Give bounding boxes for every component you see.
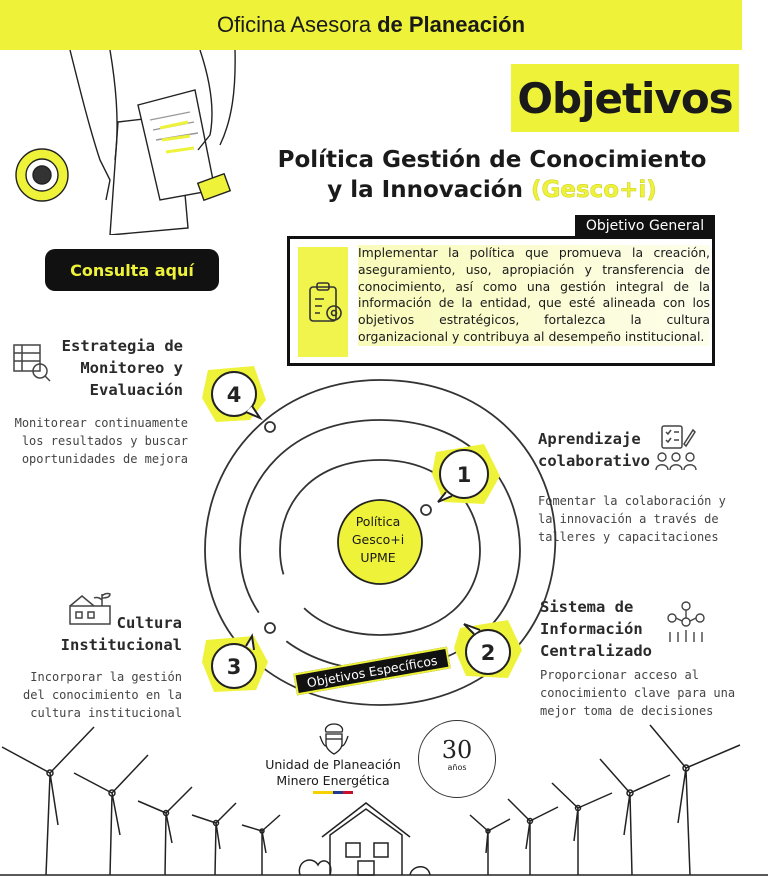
flag-stripe xyxy=(313,791,353,794)
clipboard-settings-icon xyxy=(304,279,346,329)
marker-1-bubble xyxy=(428,440,504,510)
center-policy-label: Política Gesco+i UPME xyxy=(351,514,405,565)
office-bold: de Planeación xyxy=(377,12,526,37)
desk-sketch-illustration xyxy=(10,50,245,235)
objetivo-general-text: Implementar la política que promueva la creación, aseguramiento, uso, apropiación y transferencia de conocimiento, así como una gestión integral de la información de la entidad, que esté alineada con los objetivos estratégicos, fortalezca la cultura organizacional y contribuya al desempeño institucional. xyxy=(358,245,710,344)
sistema-title: Sistema de Información Centralizado xyxy=(540,598,652,660)
marker-1-number: 1 xyxy=(456,463,472,487)
marker-4-bubble xyxy=(198,362,270,426)
marker-2-bubble xyxy=(452,614,524,684)
title-line1: Política Gestión de Conocimiento xyxy=(277,147,707,173)
title-acronym: (Gesco+i) xyxy=(530,177,657,203)
title-line2: y la Innovación xyxy=(327,177,523,203)
consulta-aqui-button[interactable]: Consulta aquí xyxy=(45,249,219,291)
checklist-pencil-icon xyxy=(660,424,696,450)
objetivo-general-box xyxy=(287,236,715,366)
people-group-icon xyxy=(655,450,697,472)
wind-turbines-scene xyxy=(0,715,768,877)
objetivos-heading: Objetivos xyxy=(511,64,739,132)
office-prefix: Oficina Asesora xyxy=(216,12,372,37)
colombia-coat-of-arms-icon xyxy=(316,722,352,756)
network-people-icon xyxy=(664,600,708,644)
seal-number: 30 xyxy=(441,736,473,764)
marker-3-number: 3 xyxy=(226,655,242,679)
objetivo-general-tag: Objetivo General xyxy=(575,215,715,237)
office-banner xyxy=(0,0,742,50)
objetivos-especificos-tag: Objetivos Específicos xyxy=(293,647,450,696)
upme-entity-name: Unidad de Planeación Minero Energética xyxy=(265,757,401,788)
cultura-description: Incorporar la gestión del conocimiento en la cultura institucional xyxy=(23,670,182,720)
page-title xyxy=(236,145,748,205)
seal-subtitle: años xyxy=(447,763,467,772)
marker-4-number: 4 xyxy=(226,383,242,407)
table-search-icon xyxy=(12,343,52,383)
monitoreo-title: Estrategia de Monitoreo y Evaluación xyxy=(61,337,183,399)
sistema-description: Proporcionar acceso al conocimiento clave para una mejor toma de decisiones xyxy=(540,668,736,718)
marker-2-number: 2 xyxy=(480,641,496,665)
cultura-title: Cultura Institucional xyxy=(60,614,182,654)
monitoreo-description: Monitorear continuamente los resultados y buscar oportunidades de mejora xyxy=(14,416,188,466)
marker-3-bubble xyxy=(200,630,272,696)
anniversary-seal xyxy=(418,720,496,798)
aprendizaje-description: Fomentar la colaboración y la innovación a través de talleres y capacitaciones xyxy=(538,494,726,544)
aprendizaje-title: Aprendizaje colaborativo xyxy=(538,430,650,470)
